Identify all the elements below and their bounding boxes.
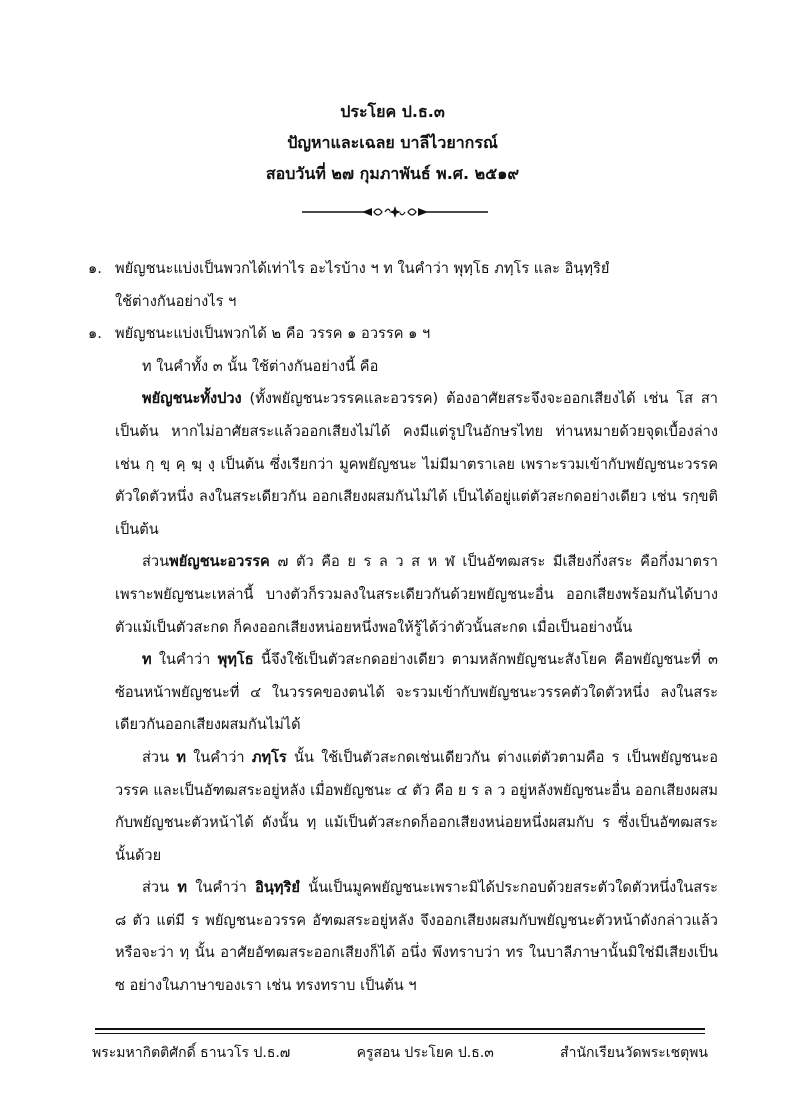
answer-p1-text: ท ในคำทั้ง ๓ นั้น ใช้ต่างกันอย่างนี้ คือ [142,357,379,375]
question-number: ๑. [88,260,102,277]
answer-paragraph-2 [88,383,718,546]
ornament-divider-icon [300,204,490,220]
document-header [0,96,785,189]
answer-paragraph-4 [88,644,718,742]
answer-paragraph-3 [88,546,718,644]
answer-p4-mid: ในคำว่า [151,651,218,669]
answer-p6-pre: ส่วน [142,879,178,897]
answer-paragraph-6 [88,872,718,1002]
answer-paragraph-5 [88,742,718,872]
answer-p5-bold-2: ภทฺโร [251,748,287,766]
exam-date-title: สอบวันที่ ๒๗ กุมภาพันธ์ พ.ศ. ๒๕๑๙ [265,164,520,183]
answer-number: ๑. [88,325,102,343]
question-block [88,253,718,318]
answer-p3-bold: พยัญชนะอวรรค [169,553,270,571]
footer-divider-thick [95,1028,705,1030]
footer-divider-thin [95,1033,705,1034]
question-line-2: ใช้ต่างกันอย่างไร ฯ [115,292,237,310]
answer-p6-mid: ในคำว่า [187,879,256,897]
answer-p5-pre: ส่วน [142,748,177,766]
exam-level-title: ประโยค ป.ธ.๓ [340,102,445,121]
document-body [88,253,718,1003]
answer-p4-text: นี้จึงใช้เป็นตัวสะกดอย่างเดียว ตามหลักพยัญชนะสังโยค คือพยัญชนะที่ ๓ ซ้อนหน้าพยัญชนะที่ ๔ ในวรรคของตนได้ จะรวมเข้ากับพยัญชนะวรรคตัวใดตัวหนึ่ง ลงในสระเดียวกันออกเสียงผสมกันไม่ได้ [115,651,718,734]
answer-p5-text: นั้น ใช้เป็นตัวสะกดเช่นเดียวกัน ต่างแต่ตัวตามคือ ร เป็นพยัญชนะอวรรค และเป็นอัฑฒสระอยู่หลัง เมื่อพยัญชนะ ๔ ตัว คือ ย ร ล ว อยู่หลังพยัญชนะอื่น ออกเสียงผสมกับพยัญชนะตัวหน้าได้ ดังนั้น ทฺ แม้เป็นตัวสะกดก็ออกเสียงหน่อยหนึ่งผสมกับ ร ซึ่งเป็นอัฑฒสระนั้นด้วย [115,748,719,864]
question-line-1: พยัญชนะแบ่งเป็นพวกได้เท่าไร อะไรบ้าง ฯ ท ในคำว่า พุทฺโธ ภทฺโร และ อินฺทฺริยํ [115,260,610,277]
answer-intro: พยัญชนะแบ่งเป็นพวกได้ ๒ คือ วรรค ๑ อวรรค ๑ ฯ [115,325,431,343]
answer-p2-text: (ทั้งพยัญชนะวรรคและอวรรค) ต้องอาศัยสระจึงจะออกเสียงได้ เช่น โส สา เป็นต้น หากไม่อาศัยสระแล้วออกเสียงไม่ได้ คงมีแต่รูปในอักษรไทย ท่านหมายด้วยจุดเบื้องล่าง เช่น กฺ ขฺ คฺ ฆฺ งฺ เป็นต้น ซึ่งเรียกว่า มูคพยัญชนะ ไม่มีมาตราเลย เพราะรวมเข้ากับพยัญชนะวรรคตัวใดตัวหนึ่ง ลงในสระเดียวกัน ออกเสียงผสมกันไม่ได้ เป็นได้อยู่แต่ตัวสะกดอย่างเดียว เช่น รกฺขติ เป็นต้น [115,390,718,538]
answer-p5-bold-1: ท [176,748,186,766]
answer-p6-bold-2: อินฺทฺริยํ [255,879,300,897]
answer-p2-bold: พยัญชนะทั้งปวง [142,390,242,408]
answer-paragraph-1 [88,351,718,384]
answer-p3-text: ๗ ตัว คือ ย ร ล ว ส ห ฬ เป็นอัฑฒสระ มีเสียงกึ่งสระ คือกึ่งมาตรา เพราะพยัญชนะเหล่านี้ บางตัวก็รวมลงในสระเดียวกันด้วยพยัญชนะอื่น ออกเสียงพร้อมกันได้บางตัวแม้เป็นตัวสะกด ก็คงออกเสียงหน่อยหนึ่งพอให้รู้ได้ว่าตัวนั้นสะกด เมื่อเป็นอย่างนั้น [115,553,718,636]
answer-p6-text: นั้นเป็นมูคพยัญชนะเพราะมิได้ประกอบด้วยสระตัวใดตัวหนึ่งในสระ ๘ ตัว แต่มี ร พยัญชนะอวรรค อัฑฒสระอยู่หลัง จึงออกเสียงผสมกับพยัญชนะตัวหน้าดังกล่าวแล้ว หรือจะว่า ทฺ นั้น อาศัยอัฑฒสระออกเสียงก็ได้ อนึ่ง พึงทราบว่า ทร ในบาลีภาษานั้นมิใช่มีเสียงเป็น ซ อย่างในภาษาของเรา เช่น ทรงทราบ เป็นต้น ฯ [115,879,718,995]
answer-p4-bold-2: พุทฺโธ [217,651,254,669]
page-footer [92,1040,708,1066]
footer-author: พระมหากิตติศักดิ์ ธานวโร ป.ธ.๗ [92,1045,291,1061]
footer-institution: สำนักเรียนวัดพระเชตุพน [560,1045,708,1061]
answer-p5-mid: ในคำว่า [185,748,252,766]
answer-p3-pre: ส่วน [142,553,170,571]
answer-p4-bold-1: ท [142,651,152,669]
footer-role: ครูสอน ประโยค ป.ธ.๓ [356,1045,494,1061]
answer-p6-bold-1: ท [177,879,188,897]
exam-subject-title: ปัญหาและเฉลย บาลีไวยากรณ์ [287,133,498,152]
answer-intro-block [88,318,718,351]
